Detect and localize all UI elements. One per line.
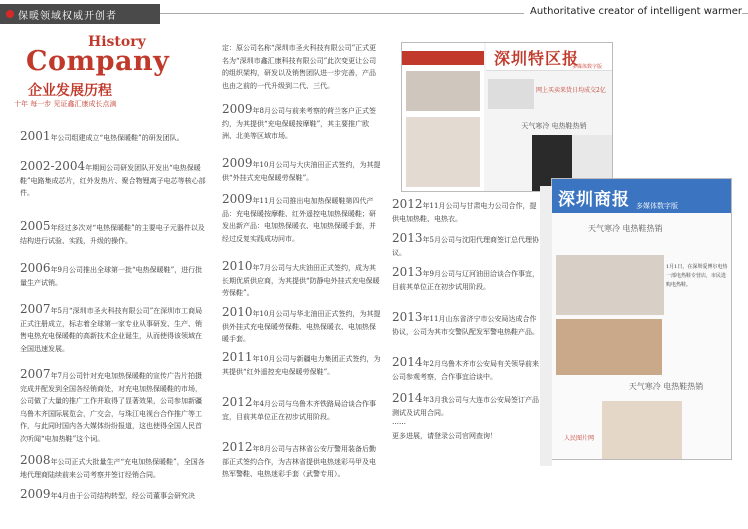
news-photo	[406, 117, 480, 187]
timeline-entry: 2011年10月公司与新疆电力集团正式签约，为其提供“红外遥控充电保暖劳保鞋”。	[222, 350, 381, 376]
page-title: 企业发展历程	[28, 83, 112, 99]
girl-photo	[602, 401, 682, 459]
newspaper-clipping-1	[401, 42, 613, 192]
news-headline: 网上买卖来货日均成交2亿	[536, 87, 606, 94]
timeline-entry: 2014年3月我公司与大连市公安局签订产品测试及试用合同。	[392, 391, 539, 417]
timeline-entry: 2009年11月公司推出电加热保暖鞋第四代产品：充电保暖按摩鞋、红外遥控电加热保暖鞋；研发出新产品：电加热保暖衣、电加热保暖手套，并经过反复实践成功问市。	[222, 192, 376, 243]
timeline-entry: 2007年7月公司针对充电加热保暖鞋的宣传广告片拍摄完成并配发到全国各经销商处，对充电加热保暖鞋的市场，公司做了大量的推广工作并取得了显著效果，公司参加新疆乌鲁木齐国际展览会，广交会，与珠江电视台合作推广等工作，与此同时国内各大媒体纷纷报道，这也使得全国人民首次听闻“电加热鞋”这个词。	[20, 367, 202, 443]
timeline-entry: 2014年2月乌鲁木齐市公安局有关领导前来公司参观考察，合作事宜洽谈中。	[392, 355, 539, 381]
timeline-entry: 2012年11月公司与甘肃电力公司合作，提供电加热鞋、电热衣。	[392, 197, 537, 223]
timeline-entry: 2009年4月由于公司结构转型，经公司董事会研究决	[20, 487, 195, 501]
news-title: 深圳商报	[558, 190, 630, 210]
news-caption: 天气寒冷 电热鞋热销	[628, 382, 704, 391]
news-sub: 多媒体数字版	[572, 64, 603, 70]
news-photo	[488, 79, 534, 109]
news-caption: 天气寒冷 电热鞋热销	[521, 122, 587, 130]
news-body: 1月1日，在深圳爱博尔电热一部电热鞋专营店，市民选购电热鞋。	[666, 264, 728, 288]
timeline-entry: 2013年9月公司与辽河油田洽谈合作事宜，目前其单位正在初步试用阶段。	[392, 265, 539, 291]
news-red-bar	[402, 51, 484, 65]
timeline-entry: 2013年11月山东省济宁市公安局达成合作协议，公司为其市交警队配发军警电热鞋产品。	[392, 310, 539, 336]
timeline-entry: 2007年5月“深圳市圣火科技有限公司”在深圳市工商局正式注册成立，标志着全球第一家专业从事研发、生产、销售电热充电保暖鞋的高新技术企业诞生，从而使得该领域在全国迅速发展。	[20, 302, 203, 353]
photo-source-label: 人民图片网	[564, 435, 595, 442]
timeline-entry: 2009年10月公司与大庆油田正式签约，为其提供“外挂式充电保暖劳保鞋”。	[222, 156, 381, 182]
history-label: History	[88, 34, 146, 50]
timeline-entry: 2010年7月公司与大庆油田正式签约，成为其长期优质供应商，为其提供“防静电外挂式充电保暖劳保鞋”。	[222, 259, 380, 297]
news-sub: 多媒体数字版	[636, 202, 678, 210]
news-photo	[406, 71, 480, 111]
header-left-label: 保暖领域权威开创者	[18, 11, 117, 22]
timeline-entry: 2002-2004年期间公司研发团队开发出“电热保暖鞋”电路集成芯片，红外发热片、聚合物锂离子电芯等核心部件。	[20, 159, 206, 197]
timeline-entry: 2010年10月公司与华北油田正式签约，为其提供外挂式充电保暖劳保鞋、电热保暖衣、电加热保暖手套。	[222, 305, 381, 343]
news-caption: 天气寒冷 电热鞋热销	[588, 224, 663, 233]
timeline-entry: 2009年8月公司与前来考察的荷兰客户正式签约，为其提供“充电保暖按摩鞋”，其主要推广欧洲、北美等区域市场。	[222, 102, 376, 140]
timeline-entry: 2013年5月公司与沈阳代理商签订总代理协议。	[392, 231, 539, 257]
kids-photo	[556, 255, 664, 315]
more-link[interactable]: 更多进展，请登录公司官网查询！	[392, 432, 497, 440]
page-slogan: 十年 每一步 见证鑫汇康成长点滴	[14, 100, 117, 108]
company-label: Company	[26, 46, 170, 77]
header-right-label: Authoritative creator of intelligent warmer	[524, 6, 742, 17]
timeline-entry: 2008年公司正式大批量生产“充电加热保暖鞋”，全国各地代理商陆续前来公司考察并签订经销合同。	[20, 453, 205, 479]
timeline-entry: 2012年4月公司与乌鲁木齐铁路局洽谈合作事宜，目前其单位正在初步试用阶段。	[222, 395, 376, 421]
news-left-panel	[402, 43, 484, 192]
bullet-dot-icon	[6, 10, 14, 18]
news-title: 深圳特区报	[494, 49, 580, 68]
newspaper-clipping-2	[551, 178, 732, 460]
timeline-entry: 2005年经过多次对“电热保暖鞋”的主要电子元器件以及结构进行试验、实践，升级的操作。	[20, 219, 205, 245]
timeline-entry: 定：原公司名称“深圳市圣火科技有限公司”正式更名为“深圳市鑫汇康科技有限公司”此次变更让公司的组织架构，研发以及销售团队进一步完善，产品也由之前的一代升级到二代、三代。	[222, 44, 377, 90]
timeline-entry: 2006年9月公司推出全球第一批“电热保暖鞋”，进行批量生产试销。	[20, 261, 203, 287]
header-left-banner	[0, 4, 160, 24]
header-bar	[0, 0, 748, 30]
timeline-entry: 2001年公司组建成立“电热保暖鞋”的研发团队。	[20, 129, 184, 143]
shop-photo	[556, 319, 662, 375]
photo-strip	[540, 186, 552, 466]
timeline-entry: 2012年8月公司与吉林省公安厅警用装备后勤部正式签约合作，为吉林省提供电热迷彩马甲及电热军警鞋、电热迷彩手套（武警专用）。	[222, 440, 376, 478]
more-ellipsis: ……	[392, 418, 406, 426]
